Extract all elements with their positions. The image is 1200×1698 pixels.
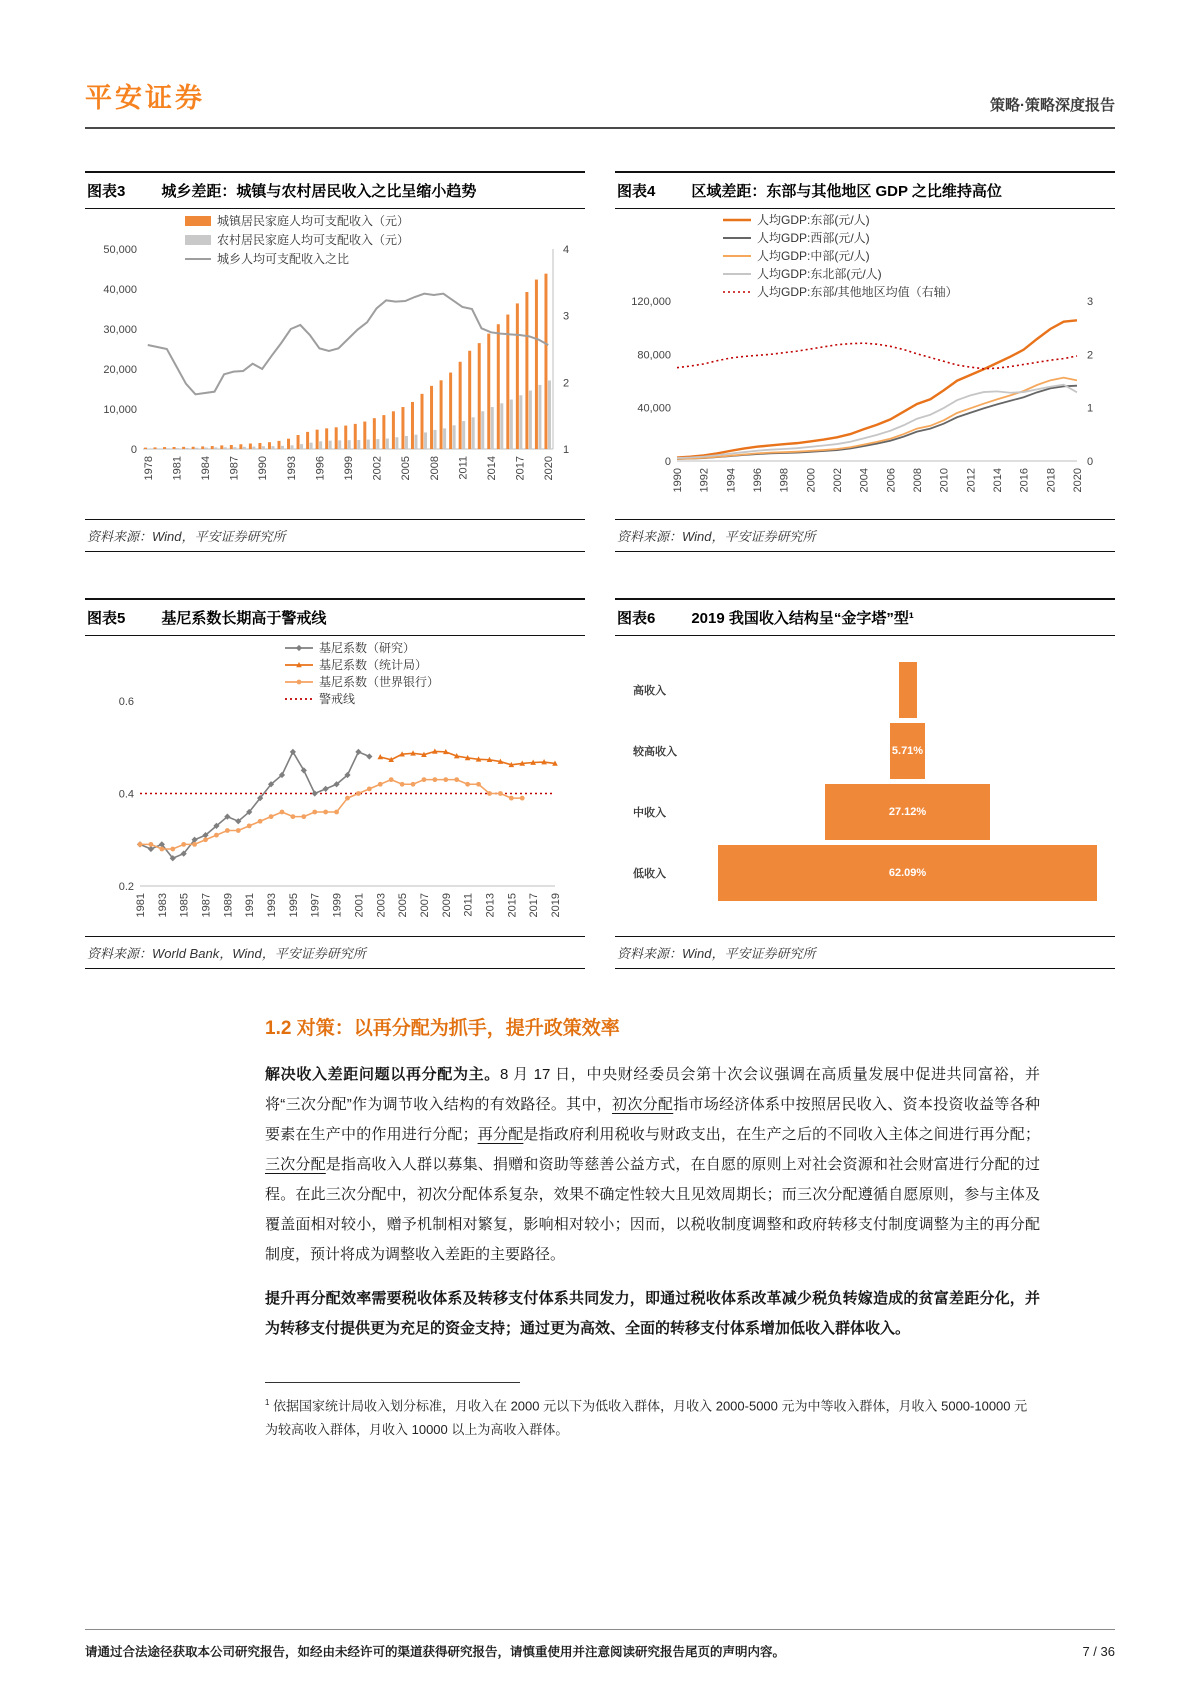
svg-text:城乡人均可支配收入之比: 城乡人均可支配收入之比 (217, 252, 350, 266)
figure-6-heading: 2019 我国收入结构呈“金字塔”型¹ (691, 610, 914, 627)
svg-text:2013: 2013 (484, 893, 497, 918)
svg-text:1993: 1993 (285, 456, 298, 481)
svg-text:人均GDP:中部(元/人): 人均GDP:中部(元/人) (757, 249, 870, 263)
svg-text:1989: 1989 (222, 893, 235, 918)
svg-text:2011: 2011 (462, 893, 475, 917)
body-content (265, 1013, 1040, 1344)
svg-text:2006: 2006 (885, 468, 898, 493)
svg-text:人均GDP:东部(元/人): 人均GDP:东部(元/人) (757, 213, 870, 227)
svg-text:3: 3 (563, 310, 570, 323)
chart-income-pyramid (615, 636, 1115, 936)
pyramid-bar-area (700, 662, 1115, 718)
svg-text:2012: 2012 (965, 468, 978, 493)
svg-text:2005: 2005 (397, 893, 410, 918)
text-segment: 初次分配 (612, 1096, 674, 1113)
svg-text:120,000: 120,000 (631, 296, 671, 308)
text-segment: 是指政府利用税收与财政支出，在生产之后的不同收入主体之间进行再分配； (523, 1126, 1040, 1143)
pyramid-row (615, 662, 1115, 718)
svg-text:2: 2 (1087, 349, 1094, 362)
figure-4 (615, 171, 1115, 552)
text-segment: 8 月 17 日，中央财经委员会第十次会议强调在高质量发展中促进共同富裕，并将“三次分配”作为调节收入结构的有效路径。其中， (265, 1066, 1040, 1113)
svg-text:1981: 1981 (171, 456, 184, 481)
svg-text:警戒线: 警戒线 (319, 692, 356, 706)
svg-text:0.2: 0.2 (118, 881, 134, 893)
svg-text:人均GDP:东部/其他地区均值（右轴）: 人均GDP:东部/其他地区均值（右轴） (757, 285, 958, 299)
pyramid-row (615, 845, 1115, 901)
svg-text:2008: 2008 (428, 456, 441, 481)
figure-5 (85, 598, 585, 969)
svg-text:2002: 2002 (832, 468, 844, 493)
svg-text:1985: 1985 (178, 893, 191, 918)
figure-6 (615, 598, 1115, 969)
pyramid-bar (718, 845, 1097, 901)
svg-text:1993: 1993 (266, 893, 279, 918)
figure-5-label: 图表5 (87, 610, 126, 627)
figure-4-source (615, 519, 1115, 552)
figure-4-heading: 区域差距：东部与其他地区 GDP 之比维持高位 (691, 183, 1002, 200)
figure-4-title-bar (615, 171, 1115, 209)
pyramid-bar-area (700, 784, 1115, 840)
svg-text:2017: 2017 (514, 456, 527, 481)
svg-text:1981: 1981 (135, 893, 147, 918)
svg-text:2011: 2011 (457, 456, 470, 480)
svg-text:人均GDP:西部(元/人): 人均GDP:西部(元/人) (757, 231, 870, 245)
svg-text:2019: 2019 (550, 893, 562, 918)
svg-text:城镇居民家庭人均可支配收入（元）: 城镇居民家庭人均可支配收入（元） (217, 214, 410, 228)
svg-text:4: 4 (563, 244, 570, 256)
svg-text:3: 3 (1087, 296, 1094, 308)
figure-3-label: 图表3 (87, 183, 126, 200)
svg-text:1983: 1983 (156, 893, 169, 918)
svg-text:1990: 1990 (257, 456, 270, 481)
text-segment: 是指高收入人群以募集、捐赠和资助等慈善公益方式，在自愿的原则上对社会资源和社会财富进行分配的过程。在此三次分配中，初次分配体系复杂，效果不确定性较大且见效周期长；而三次分配遵循自愿原则，参与主体及覆盖面相对较小，赠予机制相对繁复，影响相对较小；因而，以税收制度调整和政府转移支付制度调整为主的再分配制度，预计将成为调整收入差距的主要路径。 (265, 1156, 1040, 1263)
pyramid-bar-value: 27.12% (888, 806, 927, 818)
svg-text:1997: 1997 (309, 893, 322, 918)
body-paragraph (265, 1060, 1040, 1270)
svg-text:1998: 1998 (778, 468, 791, 493)
svg-text:基尼系数（世界银行）: 基尼系数（世界银行） (319, 675, 440, 689)
svg-text:1996: 1996 (314, 456, 327, 481)
text-segment: 指市场经济体系中按照居民收入、资本投资收益等各种要素在生产中的作用进行分配； (265, 1096, 1040, 1143)
chart-regional-gdp (615, 209, 1115, 519)
pyramid-row-label: 高收入 (633, 685, 666, 697)
svg-text:2016: 2016 (1018, 468, 1031, 493)
svg-text:0.6: 0.6 (118, 696, 134, 708)
svg-text:1987: 1987 (200, 893, 213, 918)
pyramid-bar-area (700, 845, 1115, 901)
page-header (85, 0, 1115, 115)
svg-text:0.4: 0.4 (118, 788, 134, 801)
report-type-label: 策略·策略深度报告 (990, 97, 1115, 114)
svg-text:2020: 2020 (1072, 468, 1084, 493)
svg-text:1987: 1987 (228, 456, 241, 481)
footnote-divider (265, 1382, 520, 1383)
pyramid-bar-area (700, 723, 1115, 779)
text-segment: 解决收入差距问题以再分配为主。 (265, 1066, 500, 1083)
figure-3-heading: 城乡差距：城镇与农村居民收入之比呈缩小趋势 (161, 183, 477, 200)
header-divider (85, 127, 1115, 129)
source-text: 资料来源：World Bank，Wind，平安证券研究所 (87, 946, 366, 961)
svg-text:基尼系数（统计局）: 基尼系数（统计局） (319, 658, 428, 672)
svg-text:2010: 2010 (938, 468, 951, 493)
pyramid-row-label: 中收入 (633, 807, 666, 819)
svg-text:40,000: 40,000 (103, 284, 137, 296)
pyramid-bar (890, 723, 925, 779)
footnote-marker: 1 (265, 1398, 270, 1407)
svg-text:20,000: 20,000 (103, 364, 137, 376)
source-text: 资料来源：Wind，平安证券研究所 (617, 946, 816, 961)
svg-text:30,000: 30,000 (103, 324, 137, 336)
pyramid-bar (899, 662, 917, 718)
svg-text:2014: 2014 (992, 468, 1004, 493)
svg-text:0: 0 (130, 444, 137, 456)
svg-text:人均GDP:东北部(元/人): 人均GDP:东北部(元/人) (757, 267, 882, 281)
pyramid-row-label: 较高收入 (633, 746, 677, 758)
svg-text:1978: 1978 (142, 456, 155, 481)
figure-6-source (615, 936, 1115, 969)
svg-text:1996: 1996 (752, 468, 764, 493)
pyramid-row (615, 784, 1115, 840)
brand-logo: 平安证券 (85, 83, 205, 113)
pyramid-row-label: 低收入 (633, 868, 666, 880)
footnote-text (265, 1391, 1040, 1442)
figure-5-title-bar (85, 598, 585, 636)
figure-5-heading: 基尼系数长期高于警戒线 (161, 610, 327, 627)
figure-4-label: 图表4 (617, 183, 656, 200)
svg-text:2015: 2015 (506, 893, 519, 918)
svg-text:2: 2 (563, 377, 570, 390)
charts-grid (85, 171, 1115, 969)
svg-text:1990: 1990 (672, 468, 684, 493)
svg-text:2005: 2005 (400, 456, 413, 481)
figure-6-title-bar (615, 598, 1115, 636)
chart-gini-coefficient (85, 636, 585, 936)
svg-text:1: 1 (563, 444, 570, 456)
body-paragraph (265, 1284, 1040, 1344)
figure-3-title-bar (85, 171, 585, 209)
svg-text:2009: 2009 (440, 893, 453, 918)
svg-text:1992: 1992 (698, 468, 711, 493)
svg-text:2000: 2000 (805, 468, 818, 493)
svg-text:1999: 1999 (343, 456, 355, 481)
svg-text:农村居民家庭人均可支配收入（元）: 农村居民家庭人均可支配收入（元） (217, 233, 410, 247)
svg-text:1995: 1995 (287, 893, 300, 918)
pyramid-row (615, 723, 1115, 779)
source-text: 资料来源：Wind，平安证券研究所 (617, 529, 816, 544)
svg-text:40,000: 40,000 (637, 402, 671, 415)
footer-disclaimer: 请通过合法途径获取本公司研究报告，如经由未经许可的渠道获得研究报告，请慎重使用并注意阅读研究报告尾页的声明内容。 (85, 1645, 786, 1659)
svg-text:2020: 2020 (543, 456, 556, 481)
chart-urban-rural-income (85, 209, 585, 519)
svg-text:2017: 2017 (528, 893, 541, 918)
footnote-body: 依据国家统计局收入划分标准，月收入在 2000 元以下为低收入群体，月收入 2000-5000 元为中等收入群体，月收入 5000-10000 元为较高收入群体，月收入 10000 以上为高收入群体。 (265, 1398, 1028, 1438)
svg-text:50,000: 50,000 (103, 244, 137, 256)
figure-3 (85, 171, 585, 552)
svg-text:2002: 2002 (371, 456, 384, 481)
page-footer (85, 1629, 1115, 1660)
pyramid-bar (825, 784, 990, 840)
text-segment: 三次分配 (265, 1156, 326, 1173)
svg-text:基尼系数（研究）: 基尼系数（研究） (319, 641, 416, 655)
svg-text:80,000: 80,000 (637, 349, 671, 362)
figure-5-source (85, 936, 585, 969)
svg-text:2008: 2008 (912, 468, 924, 493)
svg-text:2001: 2001 (353, 893, 366, 918)
paragraphs-block (265, 1060, 1040, 1344)
pyramid-bar-value: 62.09% (888, 867, 927, 879)
source-text: 资料来源：Wind，平安证券研究所 (87, 529, 286, 544)
svg-text:1991: 1991 (244, 893, 257, 918)
page-number: 7 / 36 (1082, 1644, 1115, 1659)
figure-6-label: 图表6 (617, 610, 656, 627)
svg-text:1984: 1984 (199, 456, 212, 481)
svg-text:2007: 2007 (418, 893, 431, 918)
svg-text:0: 0 (664, 456, 671, 468)
section-heading: 1.2 对策：以再分配为抓手，提升政策效率 (265, 1018, 620, 1039)
svg-text:1999: 1999 (331, 893, 344, 918)
svg-text:2003: 2003 (375, 893, 388, 918)
svg-text:0: 0 (1087, 456, 1094, 468)
text-segment: 再分配 (477, 1126, 524, 1143)
svg-text:2004: 2004 (858, 468, 871, 493)
figure-3-source (85, 519, 585, 552)
pyramid-bar-value: 5.71% (891, 745, 924, 757)
svg-text:10,000: 10,000 (103, 404, 137, 416)
svg-text:1994: 1994 (725, 468, 738, 493)
svg-text:2014: 2014 (486, 456, 499, 481)
footnote-block (265, 1382, 1040, 1442)
text-segment: 提升再分配效率需要税收体系及转移支付体系共同发力，即通过税收体系改革减少税负转嫁造成的贫富差距分化，并为转移支付提供更为充足的资金支持；通过更为高效、全面的转移支付体系增加低收入群体收入。 (265, 1290, 1040, 1337)
svg-text:1: 1 (1087, 402, 1094, 415)
svg-text:2018: 2018 (1045, 468, 1058, 493)
